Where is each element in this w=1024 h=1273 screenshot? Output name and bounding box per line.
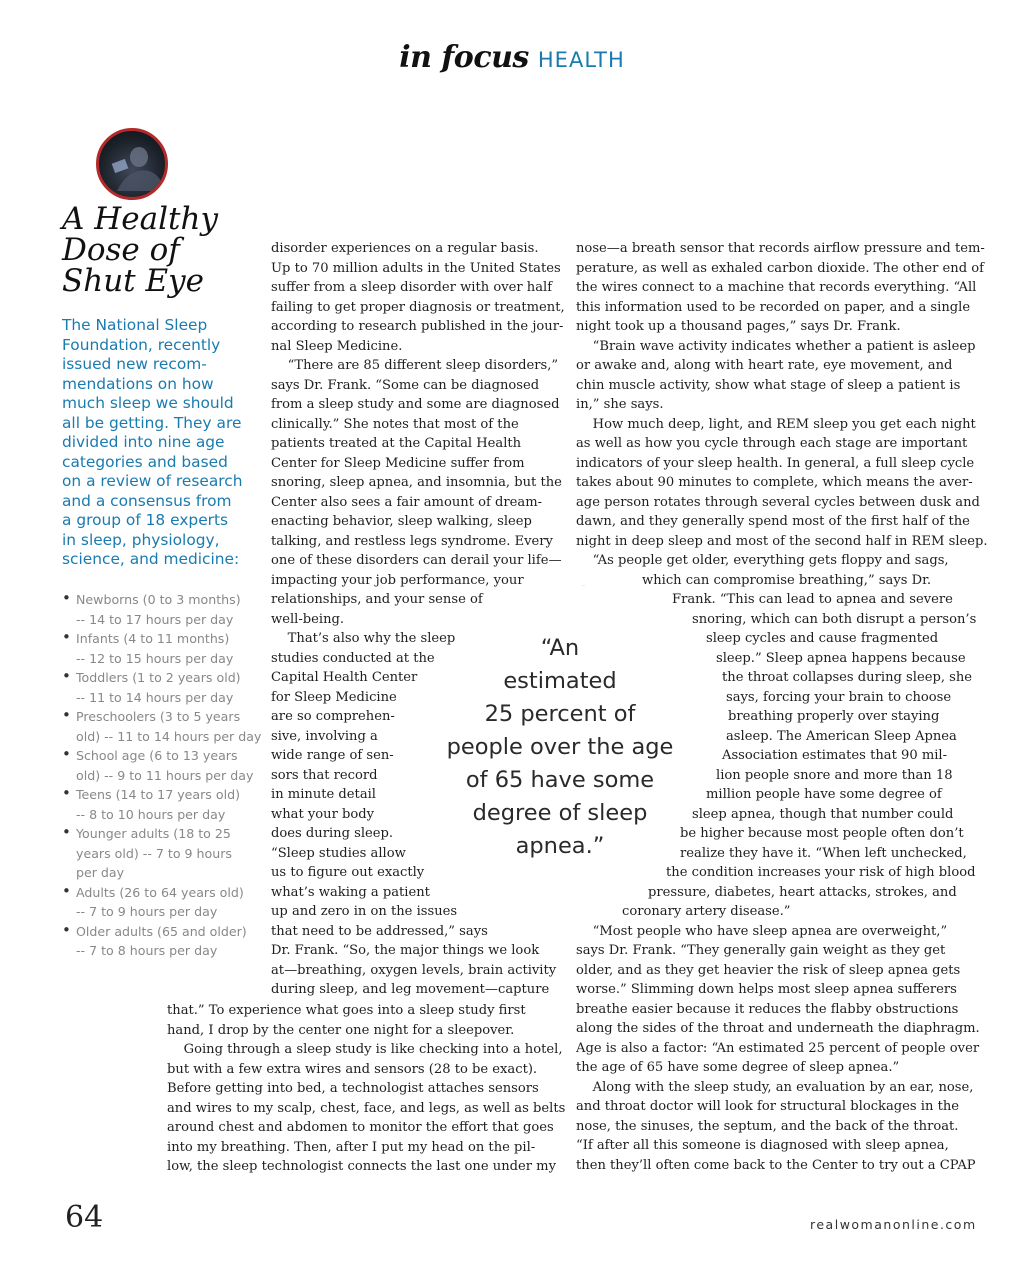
body-text-line: nose, the sinuses, the septum, and the back of the throat. bbox=[576, 1118, 959, 1134]
body-text-line: takes about 90 minutes to complete, which means the aver- bbox=[576, 475, 973, 490]
body-text-line: studies conducted at the bbox=[271, 650, 435, 666]
list-item bbox=[62, 629, 262, 668]
body-text-line: according to research published in the jour- bbox=[271, 319, 564, 334]
body-text-line: Age is also a factor: “An estimated 25 percent of people over bbox=[576, 1040, 980, 1056]
body-text-line: enacting behavior, sleep walking, sleep bbox=[271, 514, 532, 529]
body-text-line: Center also sees a fair amount of dream- bbox=[271, 494, 543, 510]
pull-quote-line: people over the age bbox=[446, 734, 674, 760]
intro-line: and a consensus from bbox=[62, 491, 232, 510]
list-item bbox=[62, 883, 262, 922]
body-text-line: during sleep, and leg movement—capture bbox=[271, 982, 550, 997]
list-item bbox=[62, 922, 262, 961]
body-text-line: one of these disorders can derail your life— bbox=[271, 553, 562, 568]
body-text-line: How much deep, light, and REM sleep you get each night bbox=[576, 416, 976, 432]
body-text-line: breathe easier because it reduces the flabby obstructions bbox=[576, 1001, 959, 1017]
body-text-line: in,” she says. bbox=[576, 397, 664, 412]
body-text-line: up and zero in on the issues bbox=[271, 904, 458, 919]
body-text-line: from a sleep study and some are diagnosed bbox=[271, 397, 560, 412]
body-text-line: “Sleep studies allow bbox=[271, 845, 406, 861]
body-text-line: million people have some degree of bbox=[706, 787, 942, 802]
list-item-line: • Teens (14 to 17 years old) bbox=[76, 787, 240, 802]
body-text-line: Capital Health Center bbox=[271, 670, 418, 685]
page-number: 64 bbox=[65, 1200, 104, 1235]
body-text-line: that need to be addressed,” says bbox=[271, 923, 488, 939]
body-text-line: sleep.” Sleep apnea happens because bbox=[716, 650, 966, 666]
pull-quote-line: of 65 have some bbox=[465, 767, 655, 793]
body-text-line: nal Sleep Medicine. bbox=[271, 338, 403, 354]
list-item-line: -- 12 to 15 hours per day bbox=[76, 650, 234, 666]
body-text-line: Dr. Frank. “So, the major things we look bbox=[271, 943, 540, 958]
body-text-line: talking, and restless legs syndrome. Every bbox=[271, 533, 553, 549]
body-text-line: says, forcing your brain to choose bbox=[726, 689, 952, 705]
intro-line: divided into nine age bbox=[62, 433, 225, 451]
body-text-line: says Dr. Frank. “They generally gain weight as they get bbox=[576, 943, 946, 958]
intro-line: science, and medicine: bbox=[62, 550, 240, 568]
body-text-line: for Sleep Medicine bbox=[271, 689, 397, 705]
body-text-line: in minute detail bbox=[271, 787, 376, 802]
body-text-line: sors that record bbox=[271, 767, 378, 783]
list-item-line: years old) -- 7 to 9 hours bbox=[76, 845, 232, 861]
list-item-line: • Older adults (65 and older) bbox=[76, 923, 247, 939]
body-text-line: which can compromise breathing,” says Dr. bbox=[642, 572, 932, 588]
body-text-line: Along with the sleep study, an evaluation by an ear, nose, bbox=[576, 1079, 974, 1095]
pull-quote-line: “An bbox=[540, 635, 580, 661]
sidebar-intro bbox=[62, 316, 252, 570]
body-text-line: suffer from a sleep disorder with over half bbox=[271, 280, 553, 295]
body-text-line: the throat collapses during sleep, she bbox=[722, 670, 973, 685]
body-text-line: snoring, sleep apnea, and insomnia, but the bbox=[271, 475, 562, 490]
list-item-line: old) -- 11 to 14 hours per day bbox=[76, 728, 262, 744]
intro-line: much sleep we should bbox=[62, 394, 234, 412]
body-text-line: disorder experiences on a regular basis. bbox=[271, 241, 539, 256]
body-text-line: night in deep sleep and most of the second half in REM sleep. bbox=[576, 533, 988, 549]
body-text-line: as well as how you cycle through each stage are important bbox=[576, 436, 968, 451]
intro-line: categories and based bbox=[62, 452, 228, 471]
body-text-line: older, and as they get heavier the risk of sleep apnea gets bbox=[576, 962, 961, 978]
body-text-line: worse.” Slimming down helps most sleep apnea sufferers bbox=[576, 982, 957, 997]
body-text-line: at—breathing, oxygen levels, brain activity bbox=[271, 962, 557, 978]
body-text-line: sleep apnea, though that number could bbox=[692, 806, 954, 822]
body-text-line: pressure, diabetes, heart attacks, strokes, and bbox=[648, 884, 957, 900]
section-label: HEALTH bbox=[537, 48, 625, 72]
body-text-line: Center for Sleep Medicine suffer from bbox=[271, 455, 525, 471]
body-text-line: that.” To experience what goes into a sleep study first bbox=[167, 1003, 526, 1018]
list-item-line: per day bbox=[76, 865, 125, 880]
pull-quote-line: estimated bbox=[503, 668, 617, 694]
title-line: Shut Eye bbox=[62, 263, 204, 299]
body-text-line: along the sides of the throat and underneath the diaphragm. bbox=[576, 1021, 980, 1036]
list-item-line: • School age (6 to 13 years bbox=[76, 748, 238, 763]
body-text-line: breathing properly over staying bbox=[728, 709, 940, 724]
list-item bbox=[62, 824, 262, 883]
intro-line: issued new recom- bbox=[62, 355, 207, 373]
body-text-line: patients treated at the Capital Health bbox=[271, 436, 522, 451]
body-text-line: Association estimates that 90 mil- bbox=[722, 748, 948, 763]
body-column-middle-continued bbox=[167, 1001, 565, 1177]
body-text-line: are so comprehen- bbox=[271, 709, 395, 724]
body-text-line: does during sleep. bbox=[271, 826, 394, 841]
list-item-line: • Preschoolers (3 to 5 years bbox=[76, 709, 241, 724]
body-text-line: realize they have it. “When left unchecked, bbox=[680, 845, 967, 861]
body-text-line: the wires connect to a machine that records everything. “All bbox=[576, 280, 977, 295]
list-item bbox=[62, 746, 262, 785]
sleep-recommendations-list bbox=[62, 590, 262, 961]
list-item-line: • Adults (26 to 64 years old) bbox=[76, 884, 244, 900]
intro-line: mendations on how bbox=[62, 374, 214, 393]
intro-line: Foundation, recently bbox=[62, 335, 221, 354]
body-text-line: hand, I drop by the center one night for a sleepover. bbox=[167, 1022, 515, 1038]
body-text-line: but with a few extra wires and sensors (28 to be exact). bbox=[167, 1061, 538, 1077]
body-text-line: the condition increases your risk of high blood bbox=[666, 865, 976, 880]
intro-line: The National Sleep bbox=[62, 316, 208, 334]
body-text-line: into my breathing. Then, after I put my head on the pil- bbox=[167, 1139, 536, 1155]
body-text-line: the age of 65 have some degree of sleep apnea.” bbox=[576, 1060, 900, 1075]
intro-line: all be getting. They are bbox=[62, 413, 242, 432]
article-title bbox=[62, 201, 262, 299]
title-line: A Healthy bbox=[62, 201, 218, 237]
body-text-line: nose—a breath sensor that records airflow pressure and tem- bbox=[576, 241, 985, 256]
body-text-line: Frank. “This can lead to apnea and severe bbox=[672, 592, 953, 607]
list-item-line: • Infants (4 to 11 months) bbox=[76, 631, 230, 646]
list-item-line: • Newborns (0 to 3 months) bbox=[76, 592, 241, 607]
list-item bbox=[62, 590, 262, 629]
list-item-line: • Toddlers (1 to 2 years old) bbox=[76, 670, 241, 685]
pull-quote-line: apnea.” bbox=[515, 833, 605, 859]
body-text-line: sleep cycles and cause fragmented bbox=[706, 631, 939, 646]
body-text-line: perature, as well as exhaled carbon dioxide. The other end of bbox=[576, 260, 984, 276]
list-item bbox=[62, 707, 262, 746]
website-url: realwomanonline.com bbox=[810, 1217, 977, 1232]
body-text-line: and throat doctor will look for structural blockages in the bbox=[576, 1099, 960, 1114]
body-text-line: That’s also why the sleep bbox=[271, 631, 456, 646]
body-text-line: Before getting into bed, a technologist attaches sensors bbox=[167, 1081, 539, 1096]
body-text-line: coronary artery disease.” bbox=[622, 904, 791, 919]
list-item bbox=[62, 668, 262, 707]
body-text-line: this information used to be recorded on paper, and a single bbox=[576, 299, 971, 315]
intro-line: on a review of research bbox=[62, 472, 243, 490]
magazine-brand: in focus bbox=[399, 40, 529, 75]
body-text-line: be higher because most people often don’t bbox=[680, 826, 964, 841]
body-text-line: then they’ll often come back to the Center to try out a CPAP bbox=[576, 1157, 976, 1173]
body-text-line: clinically.” She notes that most of the bbox=[271, 416, 519, 432]
body-text-line: asleep. The American Sleep Apnea bbox=[726, 728, 957, 744]
person-in-bed-photo bbox=[96, 128, 168, 200]
body-text-line: indicators of your sleep health. In general, a full sleep cycle bbox=[576, 455, 975, 471]
body-text-line: says Dr. Frank. “Some can be diagnosed bbox=[271, 377, 540, 393]
body-text-line: “There are 85 different sleep disorders,” bbox=[271, 358, 559, 373]
list-item bbox=[62, 785, 262, 824]
list-item-line: -- 7 to 9 hours per day bbox=[76, 904, 218, 919]
body-text-line: chin muscle activity, show what stage of sleep a patient is bbox=[576, 377, 961, 393]
body-text-line: impacting your job performance, your bbox=[271, 572, 524, 588]
body-text-line: and wires to my scalp, chest, face, and legs, as well as belts bbox=[167, 1100, 566, 1116]
body-text-line: “As people get older, everything gets floppy and sags, bbox=[576, 553, 949, 568]
body-text-line: or awake and, along with heart rate, eye movement, and bbox=[576, 358, 953, 373]
body-text-line: failing to get proper diagnosis or treatment, bbox=[271, 299, 565, 315]
photo-illustration bbox=[99, 131, 165, 197]
body-text-line: what’s waking a patient bbox=[271, 884, 430, 900]
body-text-line: sive, involving a bbox=[271, 728, 378, 744]
body-text-line: us to figure out exactly bbox=[271, 865, 425, 880]
pull-quote-line: degree of sleep bbox=[472, 800, 648, 826]
page-header bbox=[0, 40, 1024, 75]
body-text-line: what your body bbox=[271, 806, 375, 822]
list-item-line: -- 11 to 14 hours per day bbox=[76, 689, 234, 705]
body-text-line: dawn, and they generally spend most of the first half of the bbox=[576, 514, 970, 529]
body-text-line: “If after all this someone is diagnosed with sleep apnea, bbox=[576, 1138, 949, 1153]
body-text-line: “Most people who have sleep apnea are overweight,” bbox=[576, 923, 948, 939]
body-text-line: age person rotates through several cycles between dusk and bbox=[576, 494, 980, 510]
title-line: Dose of bbox=[62, 232, 180, 268]
body-text-line: snoring, which can both disrupt a person’s bbox=[692, 611, 977, 627]
body-text-line: well-being. bbox=[271, 611, 345, 627]
list-item-line: old) -- 9 to 11 hours per day bbox=[76, 767, 254, 783]
body-text-line: low, the sleep technologist connects the last one under my bbox=[167, 1159, 556, 1174]
pull-quote-line: 25 percent of bbox=[484, 701, 636, 727]
body-text-line: wide range of sen- bbox=[271, 748, 394, 763]
body-text-line: around chest and abdomen to monitor the effort that goes bbox=[167, 1120, 554, 1135]
body-text-line: night took up a thousand pages,” says Dr. Frank. bbox=[576, 319, 901, 334]
body-text-line: lion people snore and more than 18 bbox=[716, 767, 953, 783]
intro-line: a group of 18 experts bbox=[62, 511, 229, 529]
list-item-line: -- 8 to 10 hours per day bbox=[76, 806, 226, 822]
list-item-line: -- 7 to 8 hours per day bbox=[76, 943, 218, 958]
list-item-line: • Younger adults (18 to 25 bbox=[76, 826, 231, 841]
body-text-line: relationships, and your sense of bbox=[271, 592, 483, 607]
list-item-line: -- 14 to 17 hours per day bbox=[76, 611, 234, 627]
body-text-line: Going through a sleep study is like checking into a hotel, bbox=[167, 1042, 563, 1057]
intro-line: in sleep, physiology, bbox=[62, 530, 220, 549]
pull-quote bbox=[440, 632, 680, 863]
body-text-line: Up to 70 million adults in the United States bbox=[271, 260, 561, 276]
body-text-line: “Brain wave activity indicates whether a patient is asleep bbox=[576, 338, 976, 354]
